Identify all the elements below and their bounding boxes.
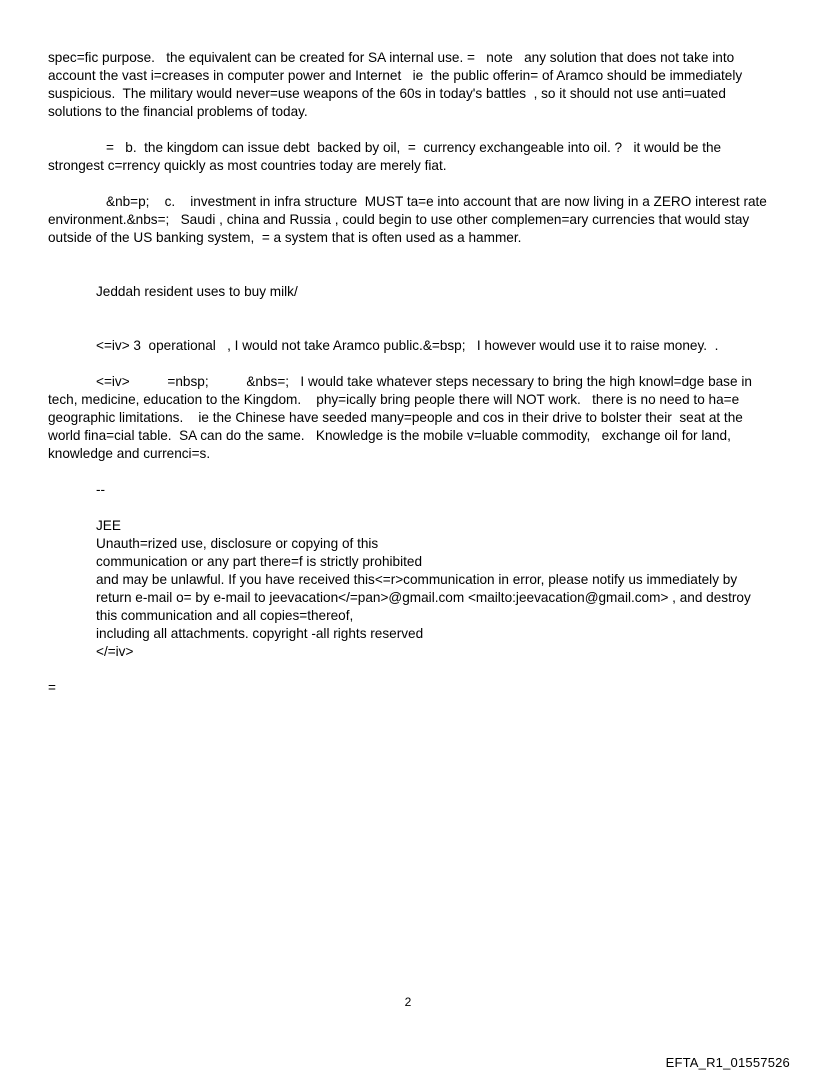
spacer <box>48 463 768 481</box>
disclaimer-line: communication or any part there=f is strictly prohibited <box>96 554 423 569</box>
paragraph-infrastructure-investment: &nb=p; c. investment in infra structure MUST ta=e into account that are now living in a ZERO interest rate environment.&nbs=; Saudi , china and Russia , could begin to use other complemen=ary currencies that would stay outside of the US banking system, = a system that is often used as a hammer. <box>48 194 771 245</box>
page-number: 2 <box>404 995 412 1009</box>
spacer <box>48 661 768 679</box>
document-id: EFTA_R1_01557526 <box>665 1055 790 1070</box>
paragraph-debt-backed-by-oil: = b. the kingdom can issue debt backed by oil, = currency exchangeable into oil. ? it would be the strongest c=rrency quickly as most countries today are merely fiat. <box>48 140 725 173</box>
disclaimer-line: </=iv> <box>96 644 134 659</box>
paragraph-purpose: spec=fic purpose. the equivalent can be created for SA internal use. = note any solution that does not take into account the vast i=creases in computer power and Internet ie the public offerin= of Aramco should be immediately suspicious. The military would never=use weapons of the 60s in today's battles , so it should not use anti=uated solutions to the financial problems of today. <box>48 50 746 119</box>
spacer <box>48 121 768 139</box>
paragraph-operational: <=iv> 3 operational , I would not take Aramco public.&=bsp; I however would use it to raise money. . <box>96 338 719 353</box>
paragraph-knowledge-base: <=iv> =nbsp; &nbs=; I would take whatever steps necessary to bring the high knowl=dge base in tech, medicine, education to the Kingdom. phy=ically bring people there will NOT work. there is no need to ha=e geographic limitations. ie the Chinese have seeded many=people and cos in their drive to bolster their seat at the world fina=cial table. SA can do the same. Knowledge is the mobile v=luable commodity, exchange oil for land, knowledge and currenci=s. <box>48 374 756 461</box>
document-body <box>48 49 771 697</box>
spacer <box>48 355 768 373</box>
paragraph-jeddah-resident: Jeddah resident uses to buy milk/ <box>96 284 298 299</box>
signature-separator: -- <box>96 482 106 497</box>
signature-block <box>48 517 768 661</box>
disclaimer-line: and may be unlawful. If you have received this<=r>communication in error, please notify us immediately by return e-mail o= by e-mail to jeevacation</=pan>@gmail.com <mailto:jeevacation@gmail.com> , and destroy this communication and all copies=thereof, <box>96 572 755 623</box>
spacer <box>48 175 768 193</box>
spacer <box>48 301 768 337</box>
spacer <box>48 247 768 283</box>
signature-name: JEE <box>96 518 121 533</box>
disclaimer-line: Unauth=rized use, disclosure or copying of this <box>96 536 379 551</box>
spacer <box>48 499 768 517</box>
disclaimer-line: including all attachments. copyright -all rights reserved <box>96 626 424 641</box>
trailing-mark: = <box>48 680 56 695</box>
